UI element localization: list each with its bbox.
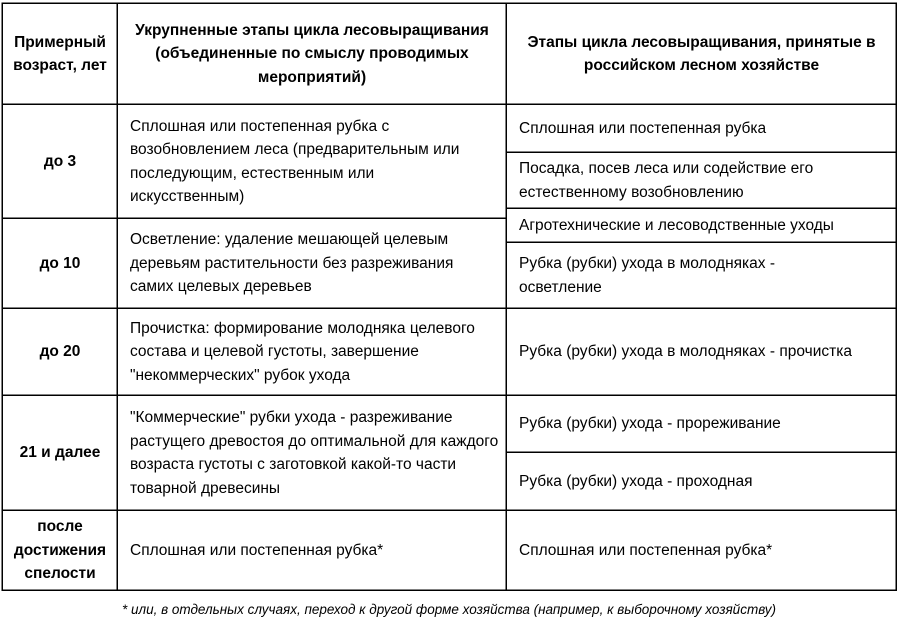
age-cell: 21 и далее (19, 444, 101, 462)
enlarged-stage-cell: Сплошная или постепенная рубка* (130, 541, 384, 559)
footnote: * или, в отдельных случаях, переход к другой форме хозяйства (например, к выборочному хозяйству) (121, 602, 777, 617)
russian-stage-cell: Рубка (рубки) ухода - прореживание (519, 415, 781, 433)
enlarged-stage-cell: Прочистка: формирование молодняка целевого состава и целевой густоты, завершение "некоммерческих" рубок ухода (130, 319, 475, 384)
age-cell: после достижения спелости (13, 518, 107, 583)
russian-stage-cell: Посадка, посев леса или содействие его естественному возобновлению (519, 160, 814, 201)
age-cell: до 3 (43, 152, 77, 170)
header-enlarged-stages: Укрупненные этапы цикла лесовыращивания (объединенные по смыслу проводимых мероприятий) (135, 21, 489, 86)
enlarged-stage-cell: Сплошная или постепенная рубка с возобновлением леса (предварительным или последующим, естественным или искусственным) (130, 117, 460, 205)
russian-stage-cell: Агротехнические и лесоводственные уходы (519, 216, 834, 234)
age-cell: до 10 (39, 254, 81, 272)
russian-stage-cell: Рубка (рубки) ухода в молодняках - осветление (519, 255, 776, 296)
russian-stage-cell: Сплошная или постепенная рубка* (519, 541, 773, 559)
russian-stage-cell: Рубка (рубки) ухода - проходная (519, 472, 753, 490)
russian-stage-cell: Сплошная или постепенная рубка (519, 119, 767, 137)
enlarged-stage-cell: Осветление: удаление мешающей целевым деревьям растительности без разреживания самих целевых деревьев (130, 231, 454, 296)
russian-stage-cell: Рубка (рубки) ухода в молодняках - прочистка (519, 343, 852, 361)
enlarged-stage-cell: "Коммерческие" рубки ухода - разреживание растущего древостоя до оптимальной для каждого возраста густоты с заготовкой какой-то части товарной древесины (130, 409, 499, 497)
header-russian-stages: Этапы цикла лесовыращивания, принятые в российском лесном хозяйстве (527, 33, 876, 74)
header-age: Примерный возраст, лет (13, 33, 107, 74)
age-cell: до 20 (39, 343, 81, 361)
